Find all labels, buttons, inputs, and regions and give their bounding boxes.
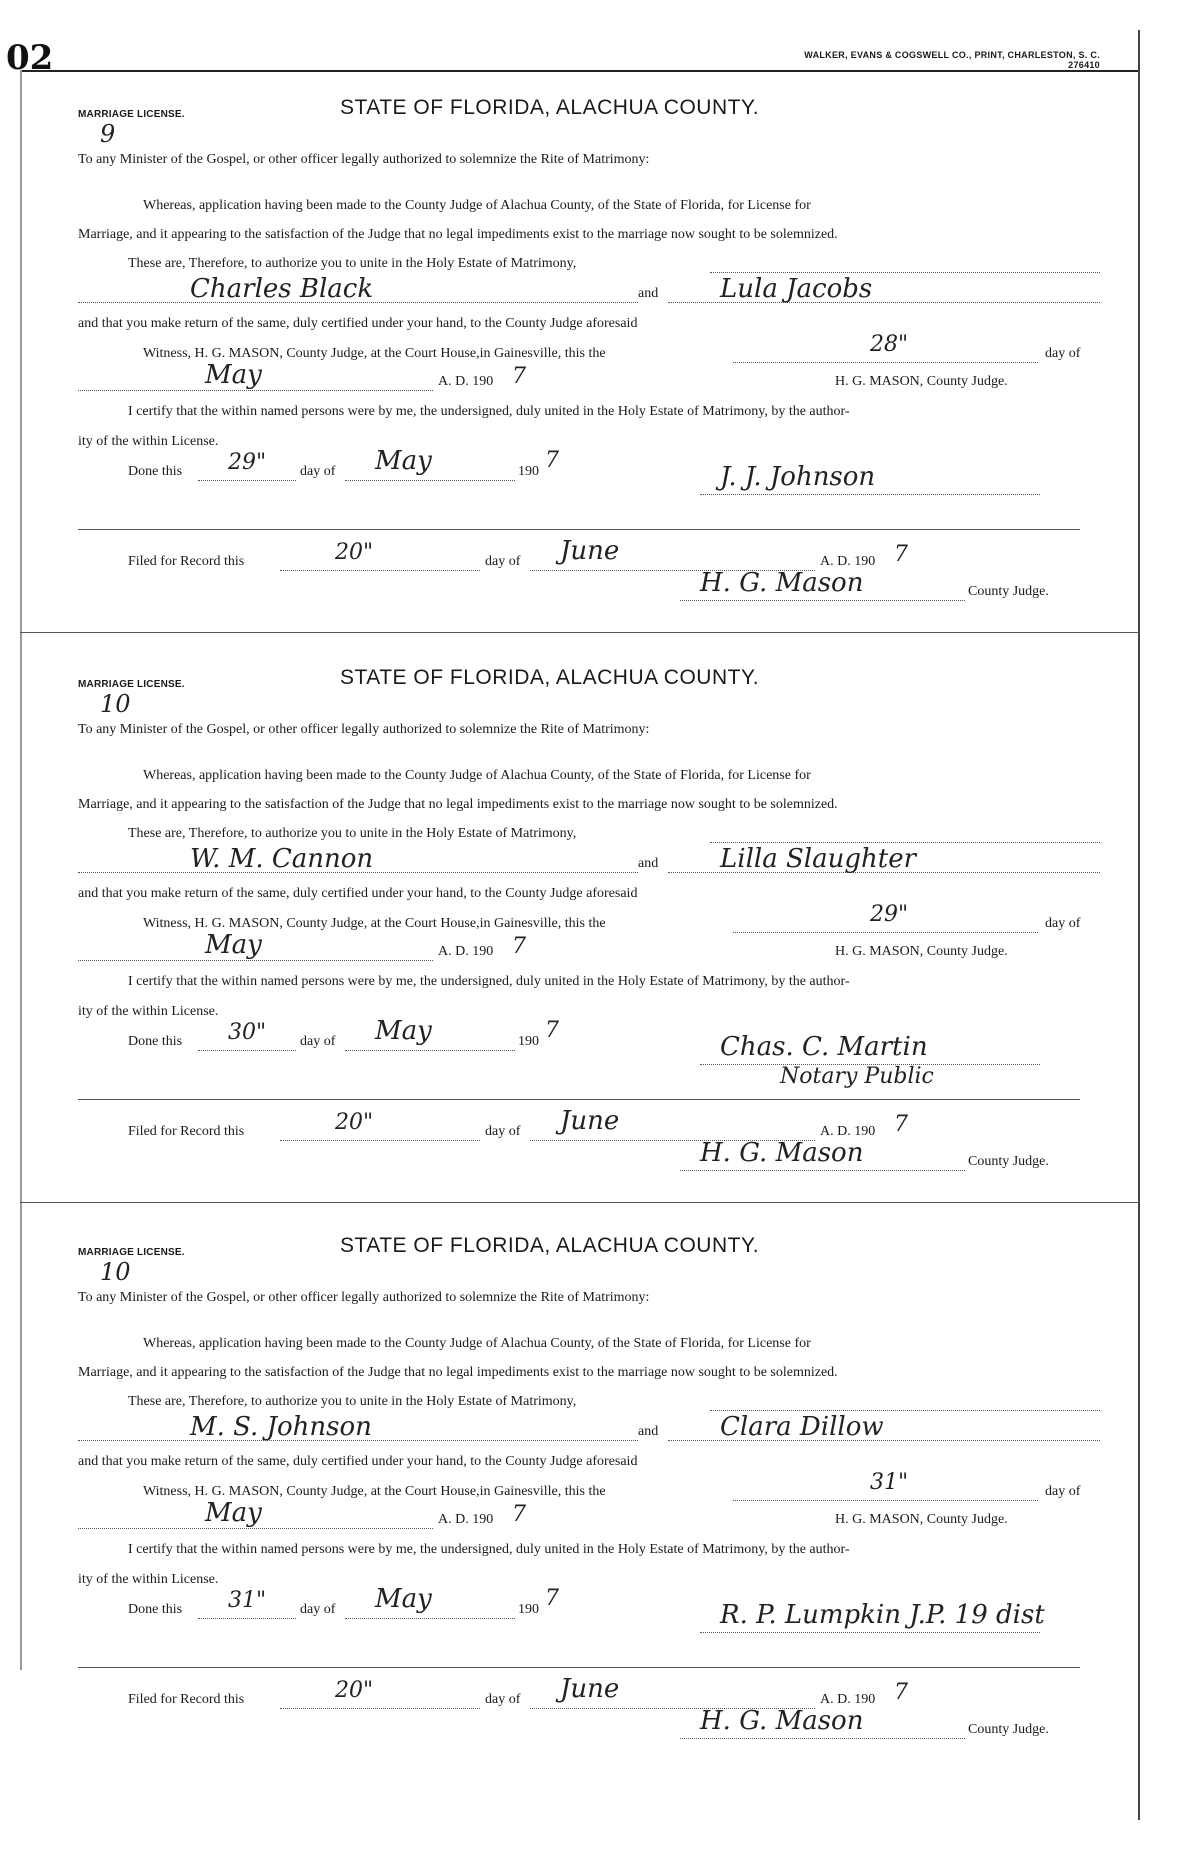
filed-label: Filed for Record this bbox=[128, 1124, 245, 1139]
done-year: 7 bbox=[545, 1018, 559, 1043]
filed-ad-label: A. D. 190 bbox=[820, 554, 876, 569]
witness-month: May bbox=[205, 930, 262, 960]
bride-name: Lilla Slaughter bbox=[720, 844, 917, 874]
dotted-rule bbox=[345, 1618, 515, 1619]
done-this-label: Done this bbox=[128, 464, 183, 479]
witness-month: May bbox=[205, 1498, 262, 1528]
dotted-rule bbox=[280, 1708, 480, 1709]
groom-name: M. S. Johnson bbox=[190, 1412, 372, 1442]
page-number: 02 bbox=[6, 38, 54, 78]
dotted-rule bbox=[680, 1170, 965, 1171]
done-year: 7 bbox=[545, 1586, 559, 1611]
these-are-line: These are, Therefore, to authorize you to unite in the Holy Estate of Matrimony, bbox=[128, 256, 577, 271]
and-word: and bbox=[638, 286, 659, 301]
certify-line-2: ity of the within License. bbox=[78, 1004, 219, 1019]
witness-year: 7 bbox=[512, 364, 526, 389]
certify-line-2: ity of the within License. bbox=[78, 1572, 219, 1587]
filed-day-of-label: day of bbox=[485, 1692, 521, 1707]
bride-name: Lula Jacobs bbox=[720, 274, 873, 304]
dotted-rule bbox=[710, 272, 1100, 273]
whereas-line-2: Marriage, and it appearing to the satisfaction of the Judge that no legal impediments exist to the marriage now sought to be solemnized. bbox=[78, 1365, 838, 1380]
witness-month: May bbox=[205, 360, 262, 390]
dotted-rule bbox=[280, 570, 480, 571]
dotted-rule bbox=[198, 480, 296, 481]
bride-name: Clara Dillow bbox=[720, 1412, 884, 1442]
filed-day: 20" bbox=[335, 1110, 374, 1135]
filed-rule bbox=[78, 1667, 1080, 1668]
dotted-rule bbox=[78, 1528, 433, 1529]
witness-line: Witness, H. G. MASON, County Judge, at the Court House,in Gainesville, this the bbox=[143, 1484, 606, 1499]
judge-label: H. G. MASON, County Judge. bbox=[835, 944, 1008, 959]
judge-label: H. G. MASON, County Judge. bbox=[835, 374, 1008, 389]
officiant-signature: R. P. Lumpkin J.P. 19 dist bbox=[720, 1600, 1045, 1630]
ad-label: A. D. 190 bbox=[438, 1512, 494, 1527]
certify-line-2: ity of the within License. bbox=[78, 434, 219, 449]
judge-signature: H. G. Mason bbox=[700, 1138, 864, 1168]
done-day: 30" bbox=[228, 1020, 267, 1045]
dotted-rule bbox=[345, 480, 515, 481]
address-line: To any Minister of the Gospel, or other officer legally authorized to solemnize the Rite of Matrimony: bbox=[78, 152, 650, 167]
whereas-line-2: Marriage, and it appearing to the satisfaction of the Judge that no legal impediments exist to the marriage now sought to be solemnized. bbox=[78, 797, 838, 812]
witness-day: 29" bbox=[870, 902, 909, 927]
dotted-rule bbox=[78, 960, 433, 961]
section-divider bbox=[20, 1202, 1140, 1203]
and-word: and bbox=[638, 1424, 659, 1439]
marriage-license-label: MARRIAGE LICENSE. bbox=[78, 679, 185, 690]
done-day-of-label: day of bbox=[300, 1602, 336, 1617]
filed-year: 7 bbox=[894, 1680, 908, 1705]
dotted-rule bbox=[680, 600, 965, 601]
done-month: May bbox=[375, 446, 432, 476]
marriage-license-label: MARRIAGE LICENSE. bbox=[78, 1247, 185, 1258]
certify-line-1: I certify that the within named persons were by me, the undersigned, duly united in the Holy Estate of Matrimony, by the author- bbox=[128, 974, 850, 989]
ad-label: A. D. 190 bbox=[438, 944, 494, 959]
dotted-rule bbox=[710, 842, 1100, 843]
certify-line-1: I certify that the within named persons were by me, the undersigned, duly united in the Holy Estate of Matrimony, by the author- bbox=[128, 1542, 850, 1557]
done-year: 7 bbox=[545, 448, 559, 473]
judge-signature: H. G. Mason bbox=[700, 568, 864, 598]
state-title: STATE OF FLORIDA, ALACHUA COUNTY. bbox=[340, 1234, 760, 1257]
certify-line-1: I certify that the within named persons were by me, the undersigned, duly united in the Holy Estate of Matrimony, by the author- bbox=[128, 404, 850, 419]
filed-rule bbox=[78, 1099, 1080, 1100]
right-margin-rule bbox=[1138, 30, 1140, 1820]
these-are-line: These are, Therefore, to authorize you to unite in the Holy Estate of Matrimony, bbox=[128, 826, 577, 841]
officiant-signature: Chas. C. Martin bbox=[720, 1032, 928, 1062]
dotted-rule bbox=[700, 1632, 1040, 1633]
address-line: To any Minister of the Gospel, or other officer legally authorized to solemnize the Rite of Matrimony: bbox=[78, 722, 650, 737]
dotted-rule bbox=[733, 362, 1038, 363]
dotted-rule bbox=[345, 1050, 515, 1051]
done-day-of-label: day of bbox=[300, 464, 336, 479]
filed-year: 7 bbox=[894, 542, 908, 567]
filed-day-of-label: day of bbox=[485, 1124, 521, 1139]
witness-day: 28" bbox=[870, 332, 909, 357]
officiant-signature: J. J. Johnson bbox=[720, 462, 876, 492]
witness-year: 7 bbox=[512, 1502, 526, 1527]
section-divider bbox=[20, 632, 1140, 633]
done-day-of-label: day of bbox=[300, 1034, 336, 1049]
filed-day: 20" bbox=[335, 540, 374, 565]
dotted-rule bbox=[198, 1618, 296, 1619]
day-of-label: day of bbox=[1045, 1484, 1081, 1499]
witness-year: 7 bbox=[512, 934, 526, 959]
judge-label: H. G. MASON, County Judge. bbox=[835, 1512, 1008, 1527]
filed-ad-label: A. D. 190 bbox=[820, 1692, 876, 1707]
and-word: and bbox=[638, 856, 659, 871]
filed-ad-label: A. D. 190 bbox=[820, 1124, 876, 1139]
license-number: 10 bbox=[100, 1258, 131, 1286]
these-are-line: These are, Therefore, to authorize you to unite in the Holy Estate of Matrimony, bbox=[128, 1394, 577, 1409]
ad-label: A. D. 190 bbox=[438, 374, 494, 389]
filed-label: Filed for Record this bbox=[128, 1692, 245, 1707]
return-line: and that you make return of the same, duly certified under your hand, to the County Judge aforesaid bbox=[78, 1454, 638, 1469]
license-number: 9 bbox=[100, 120, 116, 148]
judge-signature: H. G. Mason bbox=[700, 1706, 864, 1736]
dotted-rule bbox=[280, 1140, 480, 1141]
done-year-prefix: 190 bbox=[518, 1602, 539, 1617]
dotted-rule bbox=[700, 494, 1040, 495]
filed-month: June bbox=[560, 536, 620, 566]
witness-day: 31" bbox=[870, 1470, 909, 1495]
filed-month: June bbox=[560, 1106, 620, 1136]
dotted-rule bbox=[710, 1410, 1100, 1411]
filed-label: Filed for Record this bbox=[128, 554, 245, 569]
done-day: 29" bbox=[228, 450, 267, 475]
marriage-license-label: MARRIAGE LICENSE. bbox=[78, 109, 185, 120]
groom-name: W. M. Cannon bbox=[190, 844, 374, 874]
done-year-prefix: 190 bbox=[518, 1034, 539, 1049]
whereas-line-1: Whereas, application having been made to the County Judge of Alachua County, of the State of Florida, for License for bbox=[143, 768, 811, 783]
filed-month: June bbox=[560, 1674, 620, 1704]
dotted-rule bbox=[733, 932, 1038, 933]
whereas-line-2: Marriage, and it appearing to the satisfaction of the Judge that no legal impediments exist to the marriage now sought to be solemnized. bbox=[78, 227, 838, 242]
printer-imprint: WALKER, EVANS & COGSWELL CO., PRINT, CHARLESTON, S. C. 276410 bbox=[804, 50, 1100, 70]
county-judge-label: County Judge. bbox=[968, 584, 1049, 599]
license-number: 10 bbox=[100, 690, 131, 718]
dotted-rule bbox=[198, 1050, 296, 1051]
day-of-label: day of bbox=[1045, 346, 1081, 361]
return-line: and that you make return of the same, duly certified under your hand, to the County Judge aforesaid bbox=[78, 316, 638, 331]
address-line: To any Minister of the Gospel, or other officer legally authorized to solemnize the Rite of Matrimony: bbox=[78, 1290, 650, 1305]
witness-line: Witness, H. G. MASON, County Judge, at the Court House,in Gainesville, this the bbox=[143, 346, 606, 361]
dotted-rule bbox=[680, 1738, 965, 1739]
state-title: STATE OF FLORIDA, ALACHUA COUNTY. bbox=[340, 666, 760, 689]
day-of-label: day of bbox=[1045, 916, 1081, 931]
county-judge-label: County Judge. bbox=[968, 1154, 1049, 1169]
filed-year: 7 bbox=[894, 1112, 908, 1137]
dotted-rule bbox=[78, 390, 433, 391]
groom-name: Charles Black bbox=[190, 274, 374, 304]
done-year-prefix: 190 bbox=[518, 464, 539, 479]
county-judge-label: County Judge. bbox=[968, 1722, 1049, 1737]
filed-rule bbox=[78, 529, 1080, 530]
filed-day: 20" bbox=[335, 1678, 374, 1703]
done-month: May bbox=[375, 1016, 432, 1046]
whereas-line-1: Whereas, application having been made to the County Judge of Alachua County, of the State of Florida, for License for bbox=[143, 198, 811, 213]
witness-line: Witness, H. G. MASON, County Judge, at the Court House,in Gainesville, this the bbox=[143, 916, 606, 931]
done-this-label: Done this bbox=[128, 1602, 183, 1617]
dotted-rule bbox=[733, 1500, 1038, 1501]
whereas-line-1: Whereas, application having been made to the County Judge of Alachua County, of the State of Florida, for License for bbox=[143, 1336, 811, 1351]
officiant-title: Notary Public bbox=[780, 1064, 934, 1089]
state-title: STATE OF FLORIDA, ALACHUA COUNTY. bbox=[340, 96, 760, 119]
top-rule bbox=[20, 70, 1140, 72]
done-this-label: Done this bbox=[128, 1034, 183, 1049]
left-margin-rule bbox=[20, 70, 22, 1670]
filed-day-of-label: day of bbox=[485, 554, 521, 569]
done-month: May bbox=[375, 1584, 432, 1614]
done-day: 31" bbox=[228, 1588, 267, 1613]
return-line: and that you make return of the same, duly certified under your hand, to the County Judge aforesaid bbox=[78, 886, 638, 901]
